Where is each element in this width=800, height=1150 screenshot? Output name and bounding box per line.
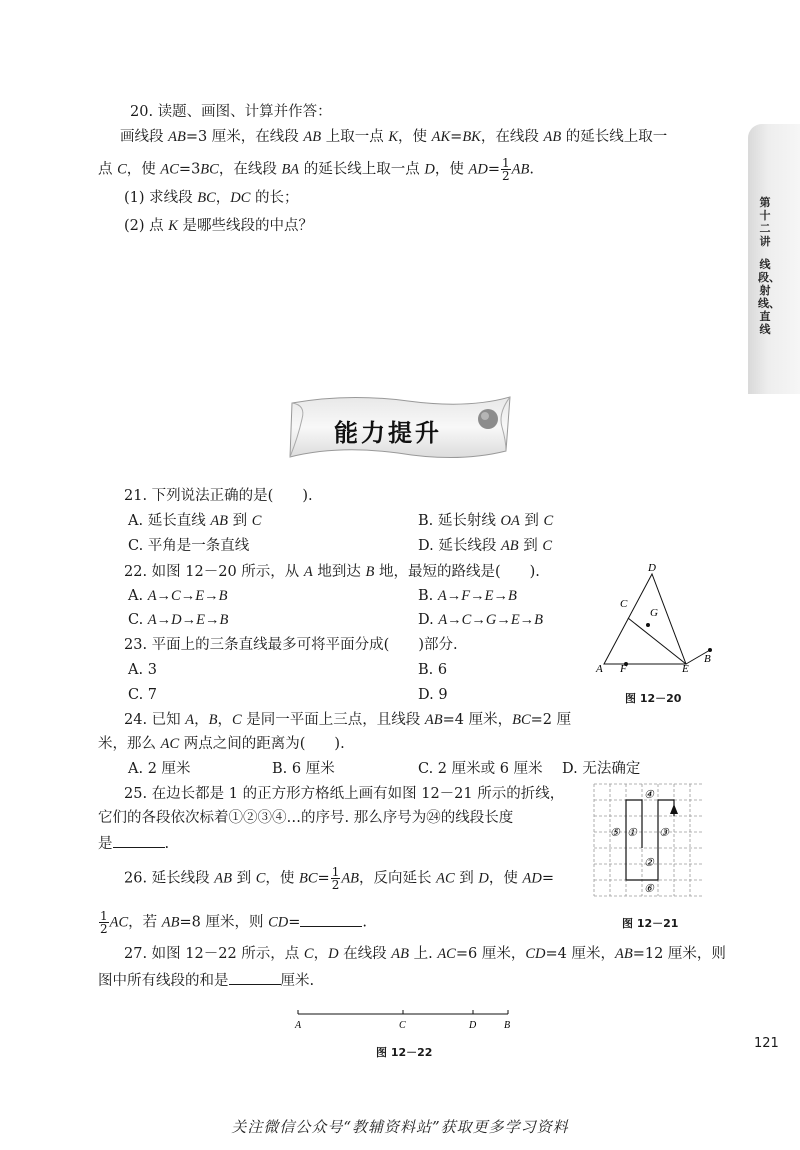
figure-12-22 [288,1006,518,1034]
q22-stem: 22. 如图 12－20 所示，从 A 地到达 B 地，最短的路线是( ). [124,564,540,580]
q24-line1: 24. 已知 A，B，C 是同一平面上三点，且线段 AB=4 厘米，BC=2 厘 [124,712,572,728]
figure-12-21-caption: 图 12－21 [622,917,679,930]
q22-option-a: A. A→C→E→B [128,588,228,604]
label-1: ① [627,827,637,839]
q21-stem: 21. 下列说法正确的是( ). [124,488,313,504]
label-b: B [704,653,711,665]
footer-note: 关注微信公众号“教辅资料站”获取更多学习资料 [231,1118,569,1136]
q25-line1: 25. 在边长都是 1 的正方形方格纸上画有如图 12－21 所示的折线， [124,786,565,802]
q20-sub2: (2) 点 K 是哪些线段的中点？ [124,218,314,234]
figure-12-21 [592,782,706,900]
figure-12-22-caption: 图 12－22 [376,1046,433,1059]
q23-stem: 23. 平面上的三条直线最多可将平面分成( )部分. [124,637,458,653]
point-g [646,623,650,627]
q22-option-b: B. A→F→E→B [418,588,517,604]
q26-line2: $\frac{1}{2}$ AC，若 AB=8 厘米，则 CD= . [100,909,368,936]
q26-line1: 26. 延长线段 AB 到 C，使 BC= $\frac{1}{2}$ AB，反向延长 AC 到 D，使 AD= [124,865,554,892]
q20-sub1: (1) 求线段 BC，DC 的长； [124,190,299,206]
figure-12-20 [590,560,720,672]
q20-line2: 点 C，使 AC=3BC，在线段 BA 的延长线上取一点 D，使 AD= $\frac{1}{2}$ AB. [98,156,534,183]
q21-option-a: A. 延长直线 AB 到 C [128,513,262,529]
figure-12-20-caption: 图 12－20 [625,692,682,705]
q27-line1: 27. 如图 12－22 所示，点 C，D 在线段 AB 上. AC=6 厘米，CD=4 厘米，AB=12 厘米，则 [124,946,726,962]
arrow-head [670,804,678,814]
triangle-ade [604,574,686,664]
answer-blank [300,912,362,927]
page-number: 121 [754,1036,779,1051]
fraction-half: $\frac{1}{2}$ [501,156,510,183]
label-6: ⑥ [644,883,654,895]
q23-option-c: C. 7 [128,687,158,703]
label-b: B [504,1020,511,1031]
label-c: C [399,1020,406,1031]
label-5: ⑤ [610,827,620,839]
answer-blank [113,833,165,848]
q24-option-a: A. 2 厘米 [128,761,191,777]
q20-line1: 画线段 AB=3 厘米，在线段 AB 上取一点 K，使 AK=BK，在线段 AB 的延长线上取一 [120,129,668,145]
q23-option-a: A. 3 [128,662,157,678]
label-d: D [469,1020,477,1031]
q24-option-c: C. 2 厘米或 6 厘米 [418,761,543,777]
answer-blank [229,970,281,985]
label-c: C [620,598,628,610]
label-g: G [650,607,658,619]
q24-line2: 米，那么 AC 两点之间的距离为( ). [98,736,345,752]
label-2: ② [644,857,654,869]
label-3: ③ [659,827,669,839]
q23-option-d: D. 9 [418,687,448,703]
side-tab-lecture: 第十二讲 [759,196,771,248]
section-title: 能力提升 [334,419,442,447]
q25-line3: 是 . [98,833,169,854]
label-e: E [682,663,689,672]
q25-line2: 它们的各段依次标着①②③④…的序号. 那么序号为㉔的线段长度 [98,810,514,826]
fraction-half: $\frac{1}{2}$ [331,865,340,892]
q23-option-b: B. 6 [418,662,448,678]
q27-line2: 图中所有线段的和是 厘米. [98,970,314,991]
q21-option-c: C. 平角是一条直线 [128,538,250,554]
label-4: ④ [644,789,654,801]
side-tab [748,124,800,394]
q21-option-d: D. 延长线段 AB 到 C [418,538,553,554]
q20-title: 20. 读题、画图、计算并作答： [130,104,332,120]
q22-option-d: D. A→C→G→E→B [418,612,544,628]
q24-option-d: D. 无法确定 [562,761,641,777]
side-tab-topic: 线段、射线、直线 [758,258,780,336]
q24-option-b: B. 6 厘米 [272,761,335,777]
label-a: A [596,663,603,672]
q22-option-c: C. A→D→E→B [128,612,229,628]
point-b [708,648,712,652]
label-f: F [620,663,627,672]
q21-option-b: B. 延长射线 OA 到 C [418,513,554,529]
fraction-half: $\frac{1}{2}$ [100,909,108,936]
label-a: A [295,1020,302,1031]
label-d: D [648,562,656,574]
